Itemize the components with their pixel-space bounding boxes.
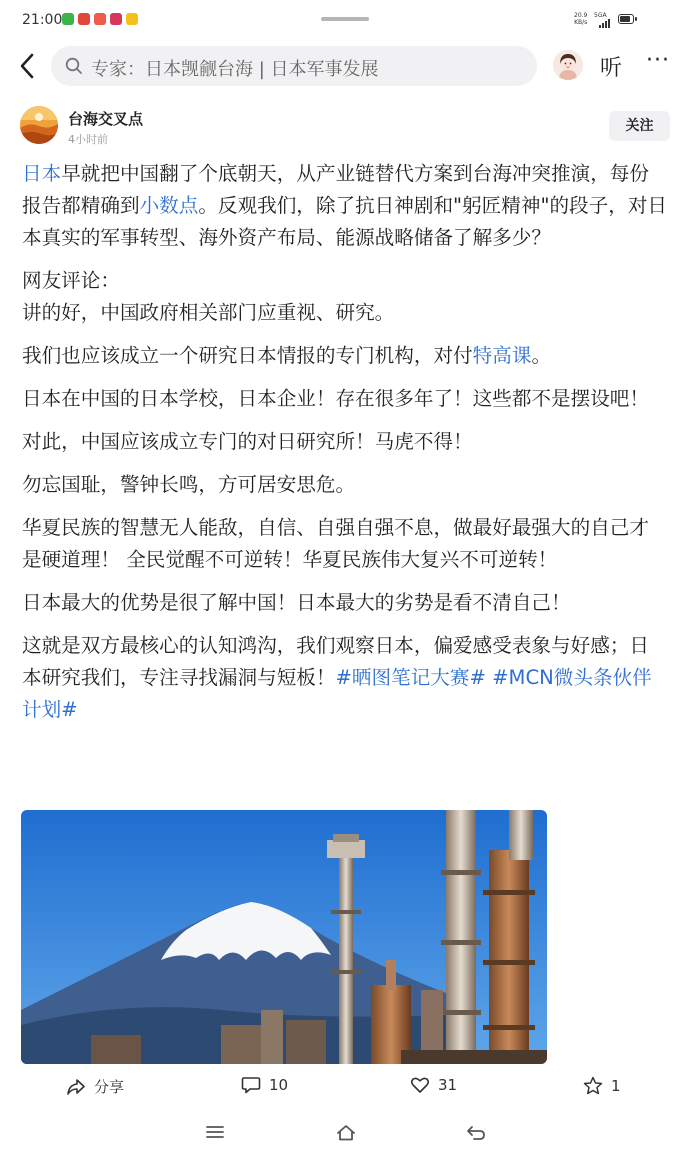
app-notification-icon	[94, 13, 106, 25]
share-icon	[66, 1078, 86, 1096]
net-speed-unit: KB/s	[574, 19, 588, 26]
follow-button[interactable]: 关注	[609, 111, 670, 141]
comment-line	[22, 340, 668, 372]
app-notification-icon	[110, 13, 122, 25]
topic-link[interactable]: 小数点	[139, 194, 199, 217]
like-button[interactable]	[410, 1076, 457, 1094]
post-text: 我们也应该成立一个研究日本情报的专门机构，对付	[22, 344, 473, 367]
wechat-notification-icon	[62, 13, 74, 25]
post-text: 。	[531, 344, 552, 367]
share-label: 分享	[94, 1078, 125, 1096]
post-text: 早就把中国翻了个底朝天，从产业链替代方案到台海冲突推演，每份报告都精确到	[22, 162, 649, 217]
back-arrow-icon[interactable]	[14, 50, 42, 82]
comment-line: 华夏民族的智慧无人能敌，自信、自强自强不息，做最好最强大的自己才是硬道理！ 全民觉醒不可逆转！华夏民族伟大复兴不可逆转！	[22, 516, 649, 571]
search-bar[interactable]	[51, 46, 537, 86]
comment-line: 勿忘国耻，警钟长鸣，方可居安思危。	[22, 473, 356, 496]
hashtag-link[interactable]: #MCN微头条伙伴计划#	[22, 666, 652, 721]
menu-icon[interactable]	[205, 1124, 225, 1144]
app-notification-icon	[126, 13, 138, 25]
favorite-button[interactable]	[583, 1076, 621, 1095]
listen-button[interactable]: 听	[600, 56, 623, 81]
comment-count: 10	[269, 1076, 289, 1094]
post-content	[22, 158, 668, 737]
favorite-icon	[583, 1076, 603, 1095]
comment-line: 对此，中国应该成立专门的对日研究所！马虎不得！	[22, 430, 473, 453]
post-time: 4小时前	[68, 133, 108, 146]
signal-label: 5GA	[594, 12, 607, 19]
status-bar	[0, 0, 690, 40]
return-icon[interactable]	[466, 1124, 486, 1146]
comment-icon	[241, 1076, 261, 1094]
battery-icon	[618, 14, 634, 24]
comment-button[interactable]	[241, 1076, 288, 1094]
share-button[interactable]	[66, 1076, 124, 1097]
more-options-button[interactable]: ···	[646, 48, 670, 73]
comments-heading: 网友评论：	[22, 269, 120, 292]
favorite-count: 1	[611, 1076, 621, 1095]
system-navigation-bar	[0, 1112, 690, 1156]
post-text: 。反观我们，除了抗日神剧和"躬匠精神"的段子，对日本真实的军事转型、海外资产布局、能源战略储备了解多少？	[22, 194, 668, 249]
author-name[interactable]: 台海交叉点	[68, 110, 144, 128]
like-icon	[410, 1076, 430, 1094]
window-handle[interactable]	[321, 17, 369, 21]
search-query: 专家：日本觊觎台海 | 日本军事发展	[91, 59, 379, 80]
comment-line: 讲的好，中国政府相关部门应重视、研究。	[22, 301, 395, 324]
notification-icons	[62, 13, 138, 25]
author-row	[0, 104, 690, 150]
hashtag-link[interactable]: #晒图笔记大赛#	[335, 666, 486, 689]
post-text: 这就是双方最核心的认知鸿沟，我们观察日本，偏爱感受表象与好感；日本研究我们，专注寻找漏洞与短板！	[22, 634, 649, 689]
post-paragraph	[22, 158, 668, 254]
comment-line: 日本最大的优势是很了解中国！日本最大的劣势是看不清自己！	[22, 591, 571, 614]
comment-line: 日本在中国的日本学校，日本企业！存在很多年了！这些都不是摆设吧！	[22, 387, 649, 410]
topic-link[interactable]: 日本	[22, 162, 62, 185]
home-icon[interactable]	[335, 1124, 357, 1146]
avatar[interactable]	[553, 50, 583, 80]
app-notification-icon	[78, 13, 90, 25]
post-image[interactable]	[21, 810, 547, 1064]
comment-line	[22, 630, 668, 726]
net-speed-value: 20.9	[574, 12, 588, 19]
like-count: 31	[438, 1076, 458, 1094]
post-action-bar	[0, 1066, 690, 1108]
topic-link[interactable]: 特高课	[472, 344, 532, 367]
signal-icon	[599, 19, 610, 28]
top-navigation	[0, 40, 690, 96]
search-icon	[65, 57, 83, 79]
author-avatar[interactable]	[20, 106, 58, 144]
status-time: 21:00	[22, 12, 63, 28]
network-speed	[574, 12, 587, 26]
